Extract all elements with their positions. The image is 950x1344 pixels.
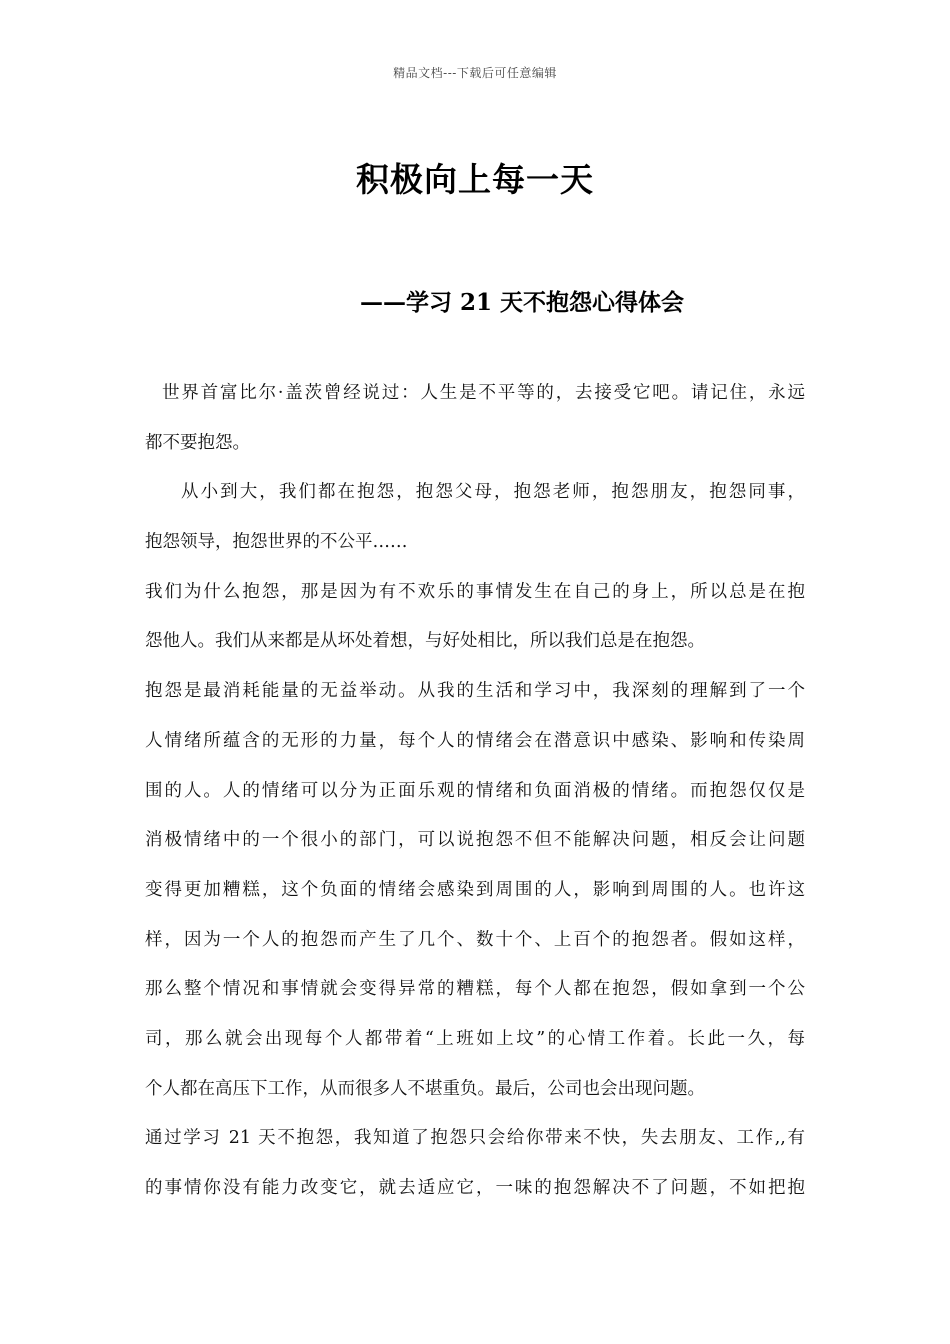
paragraph-line: 样，因为一个人的抱怨而产生了几个、数十个、上百个的抱怨者。假如这样， — [145, 929, 805, 950]
paragraph-line: 人情绪所蕴含的无形的力量，每个人的情绪会在潜意识中感染、影响和传染周 — [145, 730, 805, 751]
paragraph-line: 消极情绪中的一个很小的部门，可以说抱怨不但不能解决问题，相反会让问题 — [145, 830, 805, 851]
paragraph-line: 我们为什么抱怨，那是因为有不欢乐的事情发生在自己的身上，所以总是在抱 — [145, 581, 805, 602]
body-text — [145, 369, 805, 1214]
paragraph-line: 世界首富比尔·盖茨曾经说过：人生是不平等的，去接受它吧。请记住，永远 — [162, 383, 805, 403]
document-subtitle: ——学习 21 天不抱怨心得体会 — [360, 289, 685, 316]
paragraph-line: 围的人。人的情绪可以分为正面乐观的情绪和负面消极的情绪。而抱怨仅仅是 — [145, 780, 805, 801]
paragraph-line: 从小到大，我们都在抱怨，抱怨父母，抱怨老师，抱怨朋友，抱怨同事， — [181, 482, 805, 503]
paragraph-line: 怨他人。我们从来都是从坏处着想，与好处相比，所以我们总是在抱怨。 — [145, 631, 705, 652]
paragraph-line: 那么整个情况和事情就会变得异常的糟糕，每个人都在抱怨，假如拿到一个公 — [145, 979, 805, 1000]
paragraph-line: 变得更加糟糕，这个负面的情绪会感染到周围的人，影响到周围的人。也许这 — [145, 879, 805, 900]
paragraph-line: 抱怨是最消耗能量的无益举动。从我的生活和学习中，我深刻的理解到了一个 — [145, 681, 805, 702]
paragraph-line: 的事情你没有能力改变它，就去适应它，一味的抱怨解决不了问题，不如把抱 — [145, 1178, 805, 1198]
paragraph-line: 通过学习 21 天不抱怨，我知道了抱怨只会给你带来不快，失去朋友、工作,,有 — [145, 1128, 805, 1149]
paragraph-line: 司，那么就会出现每个人都带着“上班如上坟”的心情工作着。长此一久，每 — [145, 1028, 805, 1049]
paragraph-line: 个人都在高压下工作，从而很多人不堪重负。最后，公司也会出现问题。 — [145, 1078, 705, 1099]
paragraph-line: 都不要抱怨。 — [145, 432, 250, 453]
document-title: 积极向上每一天 — [356, 160, 594, 199]
header-note: 精品文档---下载后可任意编辑 — [393, 66, 557, 80]
paragraph-line: 抱怨领导，抱怨世界的不公平…… — [145, 532, 408, 553]
